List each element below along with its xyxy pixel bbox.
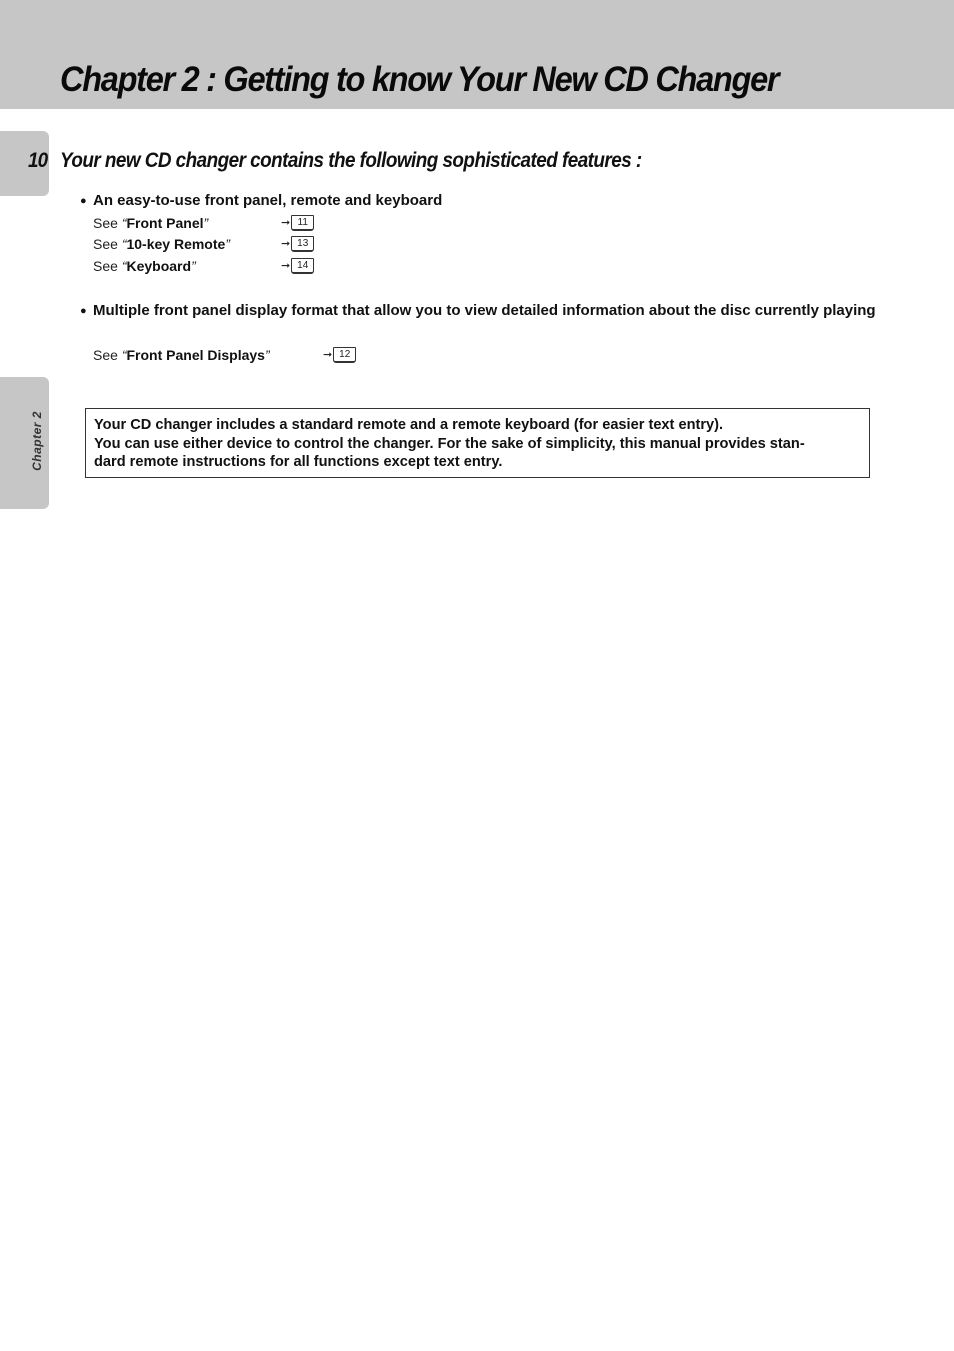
- reference-prefix: See: [93, 258, 122, 274]
- arrow-right-icon: ➞: [281, 260, 291, 272]
- feature-item-display-format: [80, 300, 883, 322]
- book-icon: [291, 215, 314, 231]
- book-icon: [333, 347, 356, 363]
- reference-prefix: See: [93, 236, 122, 252]
- feature-text: An easy-to-use front panel, remote and keyboard: [93, 192, 443, 209]
- arrow-right-icon: ➞: [281, 238, 291, 250]
- open-quote: “: [121, 236, 127, 252]
- reference-name: Keyboard: [126, 258, 192, 274]
- close-quote: ”: [264, 347, 270, 363]
- section-heading: Your new CD changer contains the following sophisticated features :: [60, 149, 642, 172]
- feature-item-front-panel-remote-keyboard: [80, 190, 442, 212]
- reference-page-number: 12: [339, 349, 351, 360]
- close-quote: ”: [225, 236, 230, 252]
- arrow-right-icon: ➞: [281, 217, 291, 229]
- page-reference-link[interactable]: [281, 212, 314, 234]
- open-quote: “: [121, 215, 127, 231]
- close-quote: ”: [203, 215, 209, 231]
- close-quote: ”: [191, 258, 196, 274]
- reference-prefix: See: [93, 215, 122, 231]
- reference-row-keyboard: [93, 255, 309, 277]
- reference-page-number: 14: [297, 260, 309, 271]
- reference-row-front-panel-displays: [93, 344, 351, 366]
- open-quote: “: [121, 258, 127, 274]
- note-line-1: Your CD changer includes a standard remote and a remote keyboard (for easier text entry).: [94, 417, 724, 433]
- chapter-side-tab-label: Chapter 2: [30, 411, 44, 471]
- reference-name: Front Panel Displays: [126, 347, 265, 363]
- page-reference-link[interactable]: [323, 344, 356, 366]
- page-reference-link[interactable]: [281, 233, 314, 255]
- reference-page-number: 13: [297, 238, 309, 249]
- reference-name: Front Panel: [126, 215, 204, 231]
- reference-row-front-panel: [93, 212, 308, 234]
- bullet-icon: ●: [80, 305, 87, 317]
- reference-page-number: 11: [297, 217, 308, 228]
- note-box: [85, 408, 870, 478]
- note-line-2: You can use either device to control the changer. For the sake of simplicity, this manual provides stan-: [94, 435, 805, 452]
- reference-name: 10-key Remote: [126, 236, 226, 252]
- reference-row-10-key-remote: [93, 233, 309, 255]
- chapter-title: Chapter 2 : Getting to know Your New CD Changer: [60, 60, 779, 99]
- bullet-icon: ●: [80, 195, 87, 207]
- page-reference-link[interactable]: [281, 255, 314, 277]
- open-quote: “: [121, 347, 127, 363]
- arrow-right-icon: ➞: [323, 349, 333, 361]
- page-number: 10: [28, 149, 48, 172]
- book-icon: [291, 236, 314, 252]
- book-icon: [291, 258, 314, 274]
- reference-prefix: See: [93, 347, 122, 363]
- note-line-3: dard remote instructions for all functions except text entry.: [94, 454, 503, 470]
- feature-text: Multiple front panel display format that allow you to view detailed information about the disc currently playing: [93, 302, 876, 319]
